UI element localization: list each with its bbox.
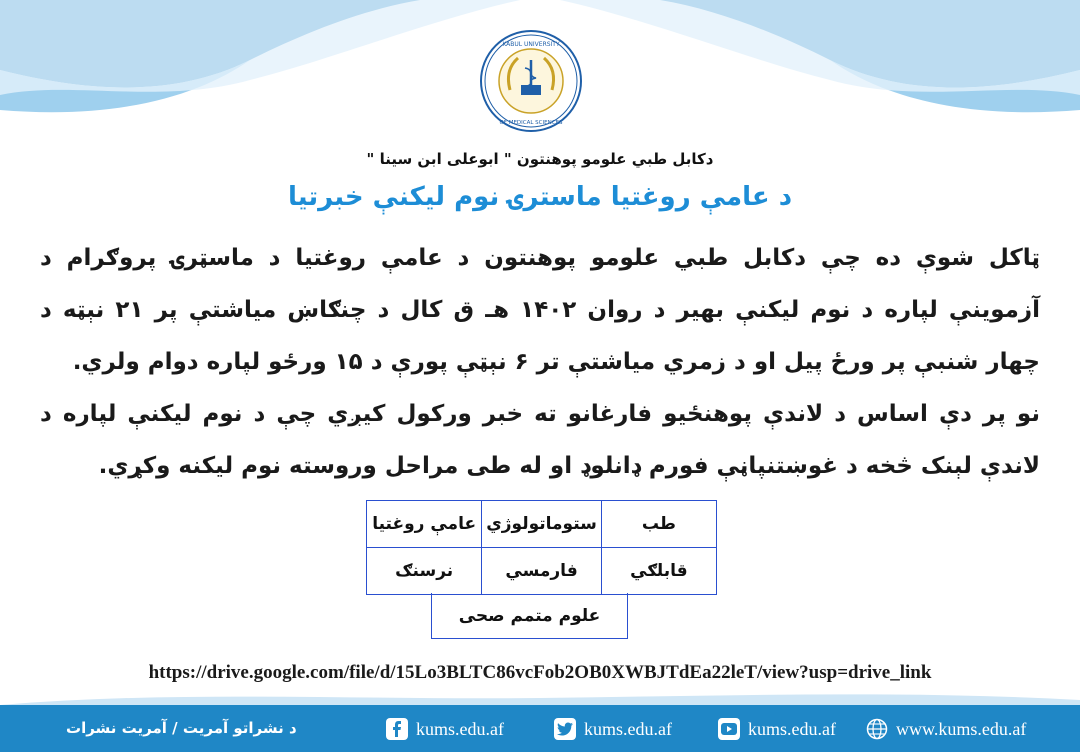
table-row <box>367 548 717 595</box>
footer-bar <box>0 705 1080 752</box>
twitter-handle: kums.edu.af <box>584 718 672 739</box>
youtube-icon <box>718 718 740 740</box>
youtube-link[interactable] <box>718 715 836 743</box>
twitter-icon <box>554 718 576 740</box>
faculty-cell: نرسنګ <box>367 548 482 595</box>
faculties-table <box>366 500 717 595</box>
facebook-link[interactable] <box>386 715 504 743</box>
announcement-paragraph-1: ټاکل شوې ده چې دکابل طبي علومو پوهنتون د عامې روغتیا د ماسټرۍ پروګرام د آزموینې لپاره د نوم لیکنې بهیر د روان ۱۴۰۲ هـ ق کال د چنګاښ میاشتې پر ۲۱ نېټه د چهار شنبې پر ورځ پیل او د زمري میاشتې تر ۶ نېټې پورې د ۱۵ ورځو لپاره دوام ولري. <box>40 245 1040 375</box>
twitter-link[interactable] <box>554 715 672 743</box>
announcement-body <box>40 232 1040 492</box>
faculty-cell: عامې روغتیا <box>367 501 482 548</box>
website-link[interactable] <box>866 715 1026 743</box>
svg-text:OF MEDICAL SCIENCES: OF MEDICAL SCIENCES <box>499 120 563 126</box>
faculty-cell-merged: علوم متمم صحی <box>431 593 628 639</box>
facebook-handle: kums.edu.af <box>416 718 504 739</box>
faculty-cell: طب <box>601 501 716 548</box>
table-row <box>367 501 717 548</box>
faculty-cell: ستوماتولوژي <box>482 501 601 548</box>
announcement-title: د عامې روغتیا ماسترۍ نوم لیکنې خبرتیا <box>287 182 793 212</box>
publications-department: د نشراتو آمریت / آمریت نشرات <box>66 719 297 737</box>
university-seal-logo <box>480 30 582 132</box>
announcement-paragraph-2: نو پر دې اساس د لاندې پوهنځیو فارغانو ته خبر ورکول کیږي چې د نوم لیکنې لپاره د لاندې لېنک څخه د غوښتنپاڼې فورم ډانلوډ او له طی مراحل وروسته نوم لیکنه وکړي. <box>40 401 1040 479</box>
faculty-cell: قابلګي <box>601 548 716 595</box>
youtube-handle: kums.edu.af <box>748 718 836 739</box>
globe-icon <box>866 718 888 740</box>
registration-form-link[interactable]: https://drive.google.com/file/d/15Lo3BLTC86vcFob2OB0XWBJTdEa22leT/view?usp=drive_link <box>148 662 932 683</box>
institution-name: دکابل طبي علومو پوهنتون " ابوعلی ابن سینا " <box>366 150 714 168</box>
svg-text:KABUL UNIVERSITY: KABUL UNIVERSITY <box>502 41 560 48</box>
facebook-icon <box>386 718 408 740</box>
website-url: www.kums.edu.af <box>896 718 1027 739</box>
faculty-cell: فارمسي <box>482 548 601 595</box>
